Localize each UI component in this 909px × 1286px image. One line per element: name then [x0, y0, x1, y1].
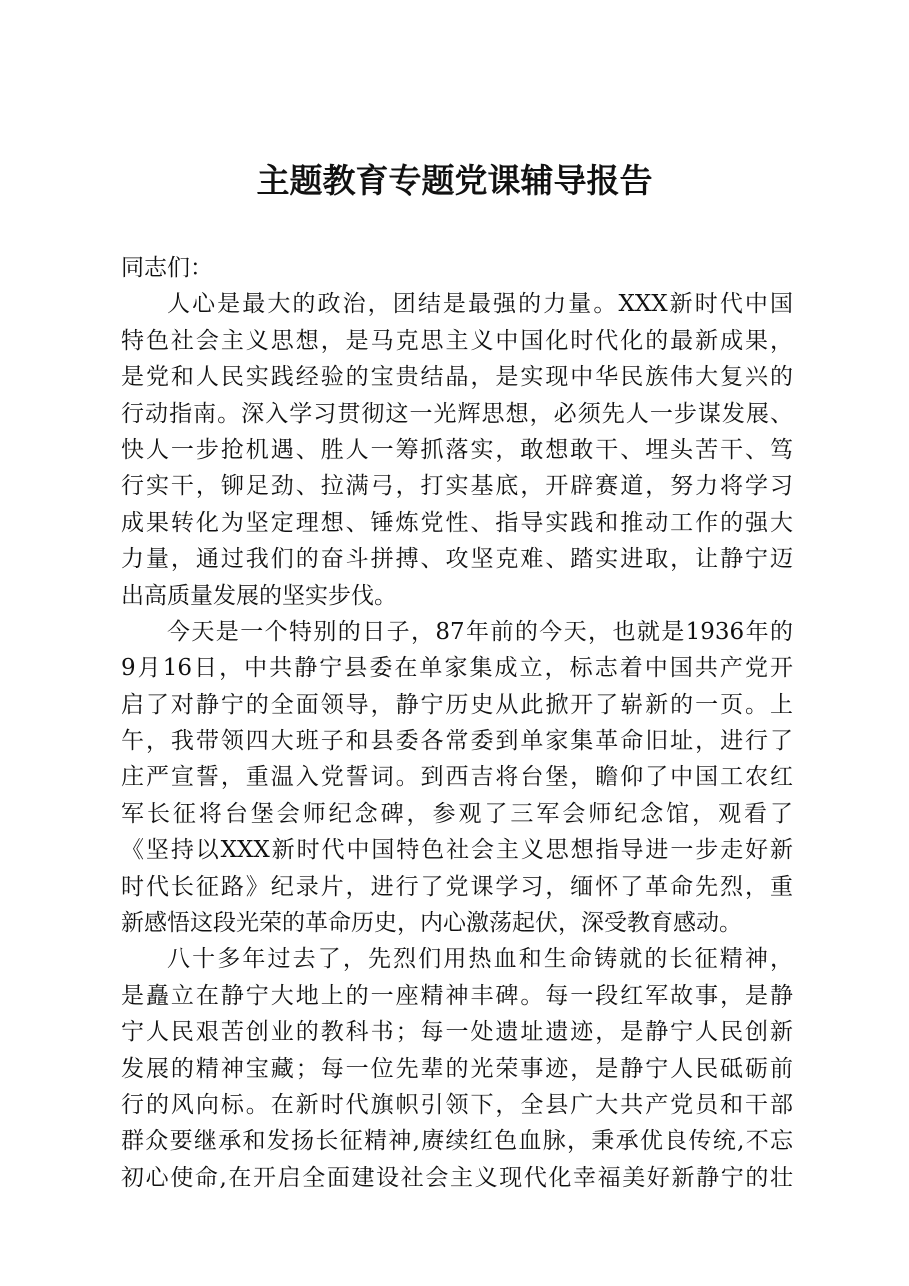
paragraph-line: 是党和人民实践经验的宝贵结晶，是实现中华民族伟大复兴的	[121, 364, 793, 391]
paragraph-line: 发展的精神宝藏；每一位先辈的光荣事迹，是静宁人民砥砺前	[121, 1055, 793, 1082]
paragraph-line: 快人一步抢机遇、胜人一筹抓落实，敢想敢干、埋头苦干、笃	[121, 436, 793, 463]
paragraph-line: 时代长征路》纪录片，进行了党课学习，缅怀了革命先烈，重	[121, 873, 793, 900]
paragraph-line: 新感悟这段光荣的革命历史，内心激荡起伏，深受教育感动。	[121, 910, 742, 937]
paragraph-line: 初心使命,在开启全面建设社会主义现代化幸福美好新静宁的壮	[121, 1164, 793, 1191]
paragraph-line: 行实干，铆足劲、拉满弓，打实基底，开辟赛道，努力将学习	[121, 473, 793, 500]
paragraph-line: 宁人民艰苦创业的教科书；每一处遗址遗迹，是静宁人民创新	[121, 1019, 793, 1046]
paragraph-2	[121, 614, 793, 942]
greeting: 同志们：	[121, 255, 213, 281]
document-body	[121, 250, 793, 1196]
document-title: 主题教育专题党课辅导报告	[256, 161, 653, 200]
paragraph-line: 力量，通过我们的奋斗拼搏、攻坚克难、踏实进取，让静宁迈	[121, 546, 793, 573]
paragraph-line: 庄严宣誓，重温入党誓词。到西吉将台堡，瞻仰了中国工农红	[121, 764, 793, 791]
paragraph-line: 是矗立在静宁大地上的一座精神丰碑。每一段红军故事，是静	[121, 982, 793, 1009]
paragraph-3	[121, 941, 793, 1196]
paragraph-line: 启了对静宁的全面领导，静宁历史从此掀开了崭新的一页。上	[121, 691, 793, 718]
paragraph-1	[121, 286, 793, 614]
paragraph-line: 今天是一个特别的日子，87年前的今天，也就是1936年的	[167, 618, 793, 645]
paragraph-line: 群众要继承和发扬长征精神,赓续红色血脉，秉承优良传统,不忘	[121, 1128, 793, 1155]
paragraph-line: 八十多年过去了，先烈们用热血和生命铸就的长征精神，	[167, 946, 793, 973]
paragraph-line: 特色社会主义思想，是马克思主义中国化时代化的最新成果，	[121, 327, 793, 354]
paragraph-line: 行动指南。深入学习贯彻这一光辉思想，必须先人一步谋发展、	[121, 400, 793, 427]
paragraph-line: 午，我带领四大班子和县委各常委到单家集革命旧址，进行了	[121, 728, 793, 755]
paragraph-line: 行的风向标。在新时代旗帜引领下，全县广大共产党员和干部	[121, 1091, 793, 1118]
paragraph-line: 出高质量发展的坚实步伐。	[121, 582, 397, 609]
paragraph-line: 《坚持以XXX新时代中国特色社会主义思想指导进一步走好新	[121, 837, 793, 864]
paragraph-line: 军长征将台堡会师纪念碑，参观了三军会师纪念馆，观看了	[121, 800, 793, 827]
paragraph-line: 人心是最大的政治，团结是最强的力量。XXX新时代中国	[167, 291, 793, 318]
paragraph-line: 9月16日，中共静宁县委在单家集成立，标志着中国共产党开	[121, 655, 793, 682]
paragraph-line: 成果转化为坚定理想、锤炼党性、指导实践和推动工作的强大	[121, 509, 793, 536]
